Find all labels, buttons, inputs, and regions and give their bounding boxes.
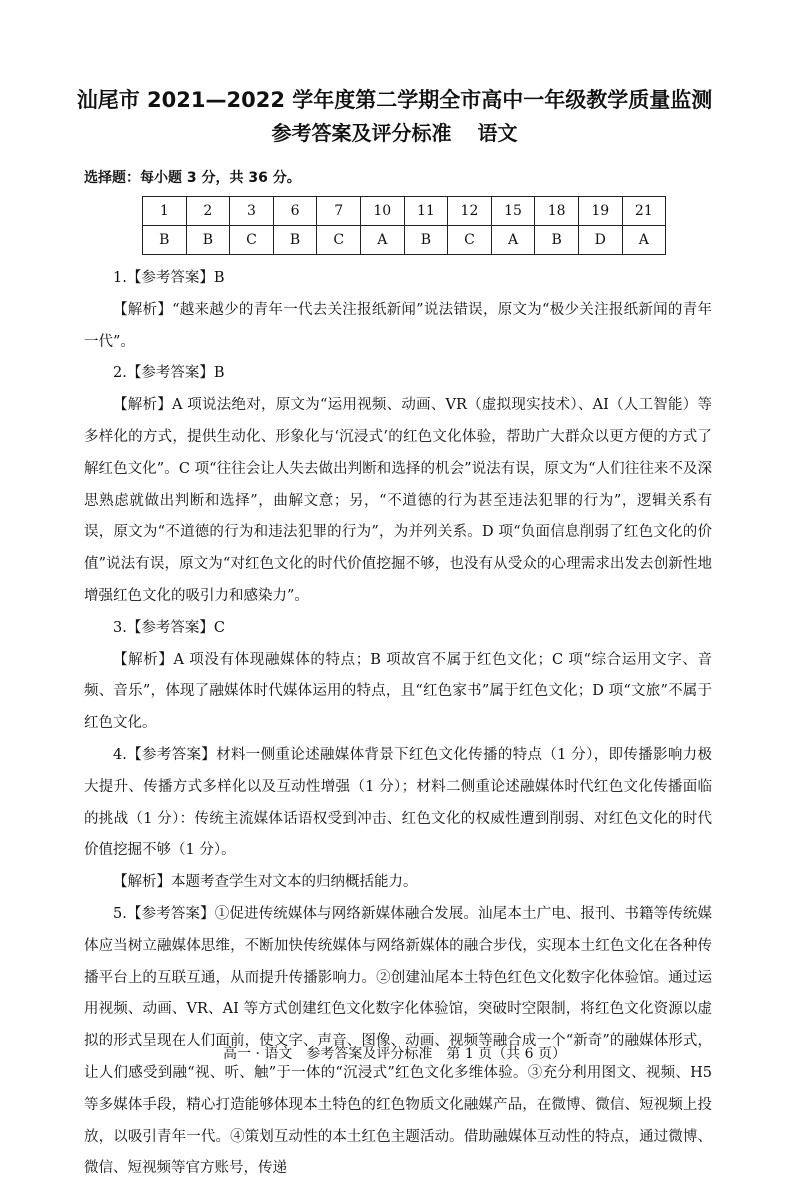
question-number-cell: 11: [404, 197, 448, 226]
explanation-paragraph: 4.【参考答案】材料一侧重论述融媒体背景下红色文化传播的特点（1 分），即传播影响力极大提升、传播方式多样化以及互动性增强（1 分）；材料二侧重论述融媒体时代红色文化传播面临的挑战（1 分）：传统主流媒体话语权受到冲击、红色文化的权威性遭到削弱、对红色文化的时代价值挖掘不够（1 分）。: [84, 746, 712, 859]
answer-cell: B: [535, 226, 579, 255]
question-number-cell: 3: [230, 197, 274, 226]
answer-table: [142, 196, 666, 255]
question-number-cell: 2: [186, 197, 230, 226]
answer-row: [143, 226, 666, 255]
explanation-paragraph: 5.【参考答案】①促进传统媒体与网络新媒体融合发展。汕尾本土广电、报刊、书籍等传统媒体应当树立融媒体思维，不断加快传统媒体与网络新媒体的融合步伐，实现本土红色文化在各种传播平台上的互联互通，从而提升传播影响力。②创建汕尾本土特色红色文化数字化体验馆。通过运用视频、动画、VR、AI 等方式创建红色文化数字化体验馆，突破时空限制，将红色文化资源以虚拟的形式呈现在人们面前，使文字、声音、图像、动画、视频等融合成一个“新奇”的融媒体形式，让人们感受到融“视、听、触”于一体的“沉浸式”红色文化多维体验。③充分利用图文、视频、H5 等多媒体手段，精心打造能够体现本土特色的红色物质文化融媒产品，在微博、微信、短视频上投放，以吸引青年一代。④策划互动性的本土红色主题活动。借助融媒体互动性的特点，通过微博、微信、短视频等官方账号，传递: [84, 905, 712, 1177]
answer-cell: C: [230, 226, 274, 255]
explanation-paragraph: 【解析】A 项没有体现融媒体的特点；B 项故宫不属于红色文化；C 项“综合运用文字、音频、音乐”，体现了融媒体时代媒体运用的特点，且“红色家书”属于红色文化；D 项“文旅”不属于红色文化。: [84, 651, 712, 732]
answer-cell: B: [273, 226, 317, 255]
answer-cell: C: [448, 226, 492, 255]
document-title: 汕尾市 2021—2022 学年度第二学期全市高中一年级教学质量监测: [76, 88, 713, 112]
explanation-paragraph: 【解析】本题考查学生对文本的归纳概括能力。: [113, 874, 418, 891]
section-label: 选择题：每小题 3 分，共 36 分。: [84, 170, 301, 186]
question-number-cell: 21: [622, 197, 666, 226]
explanation-paragraph: 2.【参考答案】B: [113, 365, 225, 382]
answer-cell: A: [622, 226, 666, 255]
answer-cell: A: [491, 226, 535, 255]
question-number-cell: 12: [448, 197, 492, 226]
subject-label: 语文: [477, 121, 518, 145]
explanation-paragraph: 【解析】A 项说法绝对，原文为“运用视频、动画、VR（虚拟现实技术）、AI（人工智能）等多样化的方式，提供生动化、形象化与‘沉浸式’的红色文化体验，帮助广大群众以更方便的方式了解红色文化”。C 项“往往会让人失去做出判断和选择的机会”说法有误，原文为“人们往往来不及深思熟虑就做出判断和选择”，曲解文意；另，“不道德的行为甚至违法犯罪的行为”，逻辑关系有误，原文为“不道德的行为和违法犯罪的行为”，为并列关系。D 项“负面信息削弱了红色文化的价值”说法有误，原文为“对红色文化的时代价值挖掘不够，也没有从受众的心理需求出发去创新性地增强红色文化的吸引力和感染力”。: [84, 397, 712, 604]
answer-cell: B: [186, 226, 230, 255]
question-number-cell: 15: [491, 197, 535, 226]
subtitle-text: 参考答案及评分标准: [271, 121, 452, 145]
explanation-paragraph: 1.【参考答案】B: [113, 270, 225, 286]
question-number-cell: 7: [317, 197, 361, 226]
question-number-row: [143, 197, 666, 226]
answer-cell: C: [317, 226, 361, 255]
document-subtitle: [0, 117, 789, 146]
answer-cell: B: [143, 226, 187, 255]
question-number-cell: 19: [578, 197, 622, 226]
question-number-cell: 10: [360, 197, 404, 226]
explanation-paragraph: 【解析】“越来越少的青年一代去关注报纸新闻”说法错误，原文为“极少关注报纸新闻的青年一代”。: [84, 301, 712, 350]
page-footer: 高一 · 语文 参考答案及评分标准 第 1 页（共 6 页）: [223, 1046, 566, 1062]
answer-cell: B: [404, 226, 448, 255]
question-number-cell: 6: [273, 197, 317, 226]
answer-cell: D: [578, 226, 622, 255]
explanation-paragraph: 3.【参考答案】C: [113, 619, 225, 636]
answer-cell: A: [360, 226, 404, 255]
question-number-cell: 18: [535, 197, 579, 226]
question-number-cell: 1: [143, 197, 187, 226]
